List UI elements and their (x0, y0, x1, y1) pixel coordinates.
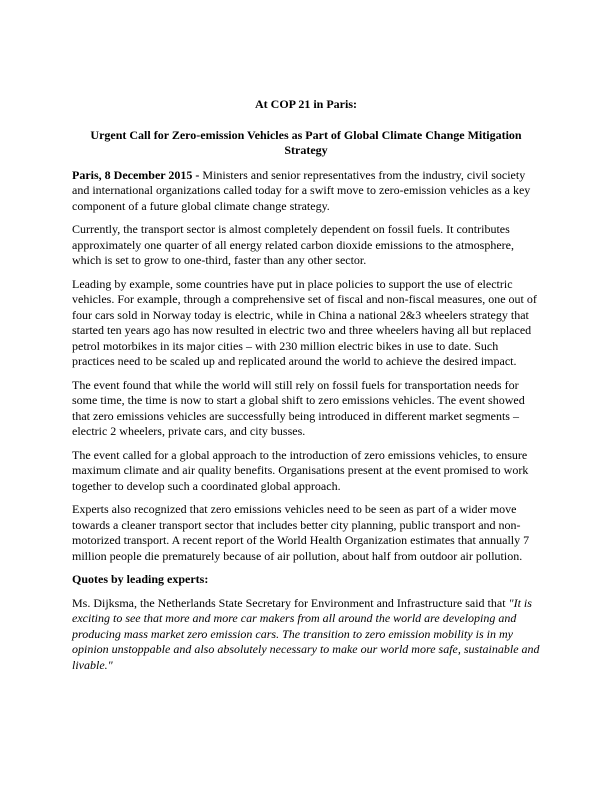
paragraph-experts-recognized: Experts also recognized that zero emissions vehicles need to be seen as part of a wider move towards a cleaner transport sector that includes better city planning, public transport and non-motorized transport. A recent report of the World Health Organization estimates that annually 7 million people die prematurely because of air pollution, about half from outdoor air pollution. (72, 502, 530, 563)
paragraph-quote-dijksma (72, 596, 540, 674)
quote-text: "It is exciting to see that more and more car makers from all around the world are developing and producing mass market zero emission cars. The transition to zero emission mobility is in my opinion unstoppable and also absolutely necessary to make our world more safe, sustainable and livable." (72, 595, 540, 672)
paragraph-dateline (72, 168, 540, 215)
paragraph-transport-sector: Currently, the transport sector is almost completely dependent on fossil fuels. It contributes approximately one quarter of all energy related carbon dioxide emissions to the atmosphere, which is set to grow to one-third, faster than any other sector. (72, 222, 514, 267)
paragraph-1-text: Ministers and senior representatives from the industry, civil society and international organizations called today for a swift move to zero-emission vehicles as a key component of a future global climate change strategy. (72, 167, 531, 213)
dateline: Paris, 8 December 2015 - (72, 167, 203, 182)
paragraph-global-approach: The event called for a global approach to the introduction of zero emissions vehicles, to ensure maximum climate and air quality benefits. Organisations present at the event promised to work together to develop such a coordinated global approach. (72, 447, 529, 493)
quote-intro: Ms. Dijksma, the Netherlands State Secretary for Environment and Infrastructure said that (72, 595, 509, 610)
document-title: At COP 21 in Paris: (255, 97, 357, 111)
quotes-section-heading: Quotes by leading experts: (72, 572, 209, 586)
press-release (72, 97, 540, 681)
paragraph-event-found: The event found that while the world will still rely on fossil fuels for transportation needs for some time, the time is now to start a global shift to zero emissions vehicles. The event showed that zero emissions vehicles are successfully being introduced in different market segments – electric 2 wheelers, private cars, and city busses. (72, 377, 525, 438)
paragraph-leading-by-example: Leading by example, some countries have put in place policies to support the use of electric vehicles. For example, through a comprehensive set of fiscal and non-fiscal measures, one out of four cars sold in Norway today is electric, while in China a national 2&3 wheelers strategy that started ten years ago has now resulted in electric two and three wheelers having all but replaced petrol motorbikes in its major cities – with 230 million electric bikes in use to date. Such practices need to be scaled up and replicated around the world to achieve the desired impact. (72, 276, 537, 368)
document-subtitle: Urgent Call for Zero-emission Vehicles as Part of Global Climate Change Mitigation Strategy (90, 127, 522, 157)
